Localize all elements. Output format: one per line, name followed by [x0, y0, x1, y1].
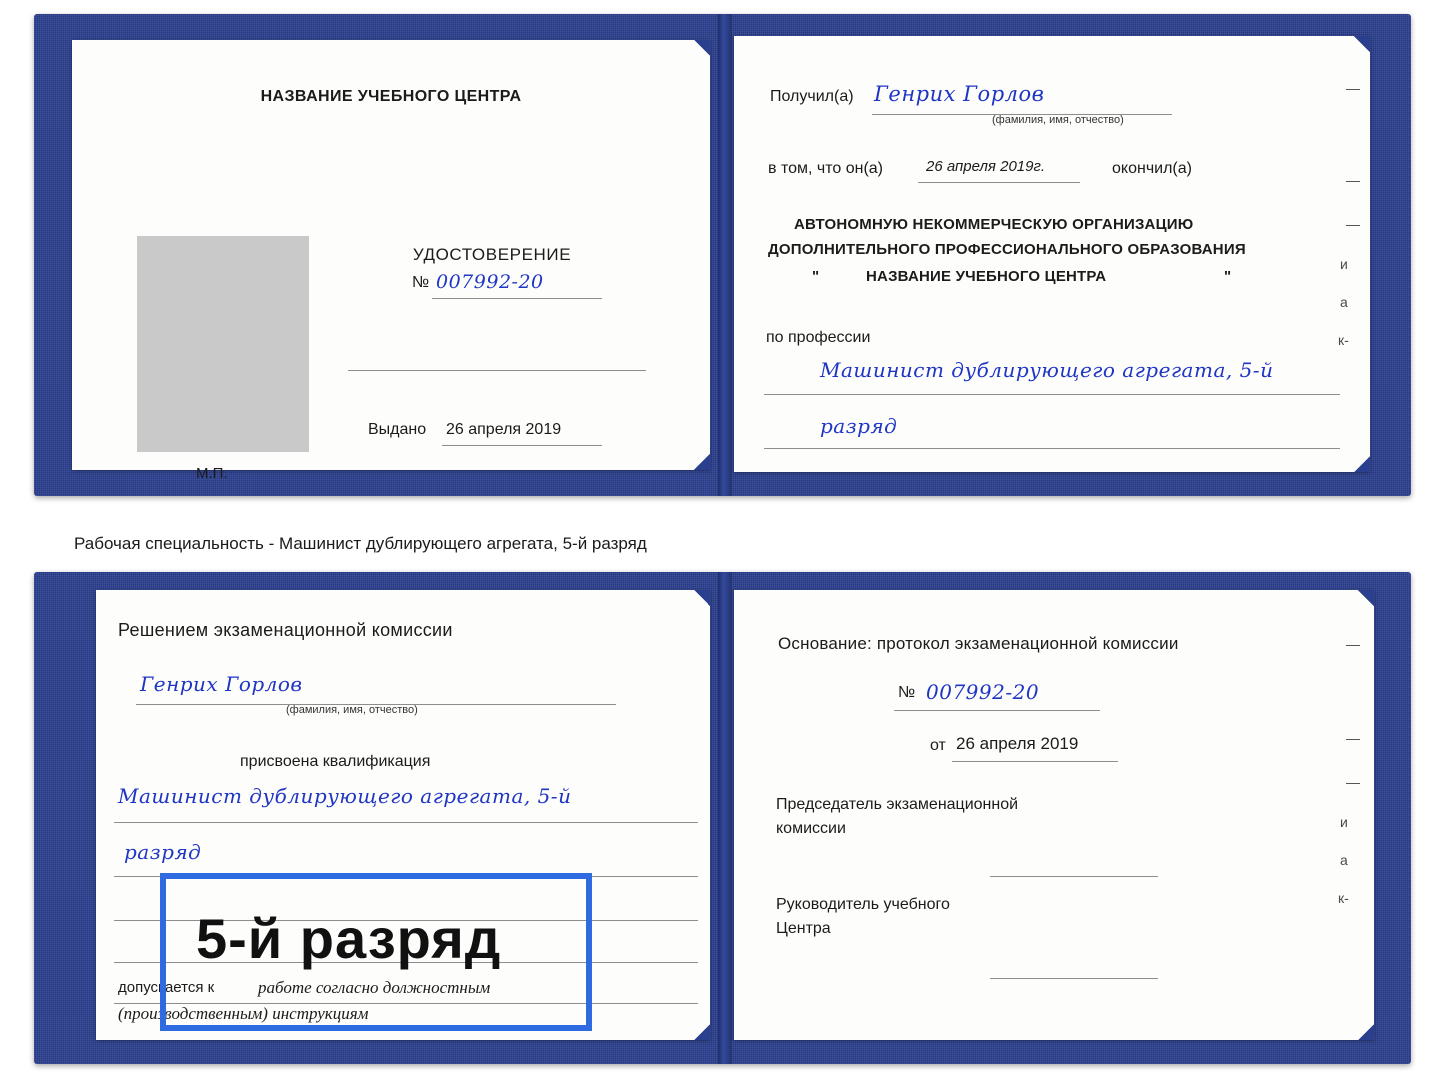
student-name: Генрих Горлов — [140, 672, 303, 696]
page-corner-icon — [1354, 456, 1370, 472]
profession-value-line1: Машинист дублирующего агрегата, 5-й — [820, 358, 1274, 382]
protocol-date-rule — [952, 761, 1118, 762]
certificate-title: УДОСТОВЕРЕНИЕ — [412, 245, 572, 264]
edge-letter: а — [1340, 852, 1348, 868]
organization-line1: АВТОНОМНУЮ НЕКОММЕРЧЕСКУЮ ОРГАНИЗАЦИЮ — [794, 216, 1194, 233]
number-rule — [432, 298, 602, 299]
highlight-label: 5-й разряд — [196, 907, 502, 970]
organization-line2: ДОПОЛНИТЕЛЬНОГО ПРОФЕССИОНАЛЬНОГО ОБРАЗОВАНИЯ — [768, 241, 1246, 258]
certificate-number: 007992-20 — [436, 271, 544, 293]
training-center-name: НАЗВАНИЕ УЧЕБНОГО ЦЕНТРА — [260, 88, 522, 105]
finish-date: 26 апреля 2019г. — [926, 158, 1046, 175]
profession-value-line2: разряд — [820, 414, 898, 438]
edge-letter: к- — [1338, 332, 1349, 348]
edge-mark: — — [1346, 774, 1360, 790]
that-he-label: в том, что он(а) — [768, 160, 883, 177]
top-certificate-book — [34, 14, 1411, 496]
page-corner-icon — [1354, 36, 1370, 52]
issued-date: 26 апреля 2019 — [446, 421, 562, 438]
edge-mark: — — [1346, 636, 1360, 652]
profession-rule-2 — [764, 448, 1340, 449]
organization-quote-open: " — [812, 268, 820, 285]
edge-mark: — — [1346, 216, 1360, 232]
page-corner-icon — [694, 40, 710, 56]
page-corner-icon — [694, 1024, 710, 1040]
protocol-date-value: 26 апреля 2019 — [956, 734, 1079, 753]
organization-quote-close: " — [1224, 268, 1232, 285]
student-name-hint: (фамилия, имя, отчество) — [286, 704, 418, 716]
qualification-rule-1 — [114, 822, 698, 823]
page-corner-icon — [1358, 1024, 1374, 1040]
chairman-signature-rule — [990, 876, 1158, 877]
profession-label: по профессии — [766, 329, 871, 346]
organization-line3: НАЗВАНИЕ УЧЕБНОГО ЦЕНТРА — [866, 268, 1107, 285]
basis-label: Основание: протокол экзаменационной комиссии — [778, 634, 1179, 653]
head-label-line1: Руководитель учебного — [776, 896, 950, 913]
edge-letter: и — [1340, 256, 1348, 272]
admitted-value-line2: (производственным) инструкциям — [118, 1004, 369, 1023]
protocol-date-label: от — [930, 737, 946, 754]
edge-letter: к- — [1338, 890, 1349, 906]
qualification-value-line1: Машинист дублирующего агрегата, 5-й — [118, 784, 572, 808]
edge-mark: — — [1346, 730, 1360, 746]
profession-rule-1 — [764, 394, 1340, 395]
edge-mark: — — [1346, 80, 1360, 96]
blank-rule — [348, 370, 646, 371]
book-spine — [718, 572, 732, 1064]
protocol-number-value: 007992-20 — [926, 680, 1040, 704]
head-signature-rule — [990, 978, 1158, 979]
protocol-number-rule — [894, 710, 1100, 711]
page-caption: Рабочая специальность - Машинист дублирующего агрегата, 5-й разряд — [74, 534, 647, 553]
stamp-label: М.П. — [196, 465, 228, 482]
page-corner-icon — [694, 590, 710, 606]
received-hint: (фамилия, имя, отчество) — [992, 114, 1124, 126]
bottom-right-page — [734, 590, 1374, 1040]
chairman-label-line1: Председатель экзаменационной — [776, 796, 1019, 813]
finished-label: окончил(а) — [1112, 160, 1192, 177]
qualification-label: присвоена квалификация — [240, 753, 431, 770]
edge-mark: — — [1346, 172, 1360, 188]
received-name: Генрих Горлов — [874, 82, 1045, 106]
admitted-label: допускается к — [118, 979, 215, 996]
top-right-page — [734, 36, 1370, 472]
book-spine — [718, 14, 732, 496]
admitted-value-line1: работе согласно должностным — [258, 978, 491, 997]
page-corner-icon — [694, 454, 710, 470]
photo-placeholder — [137, 236, 309, 452]
finish-date-rule — [918, 182, 1080, 183]
decision-title: Решением экзаменационной комиссии — [118, 620, 453, 640]
issued-label: Выдано — [368, 421, 427, 438]
issued-rule — [442, 445, 602, 446]
edge-letter: и — [1340, 814, 1348, 830]
top-left-page — [72, 40, 710, 482]
number-symbol: № — [412, 274, 430, 291]
received-label: Получил(а) — [770, 88, 854, 105]
head-label-line2: Центра — [776, 920, 831, 937]
qualification-value-line2: разряд — [124, 840, 202, 864]
chairman-label-line2: комиссии — [776, 820, 846, 837]
page-corner-icon — [1358, 590, 1374, 606]
edge-letter: а — [1340, 294, 1348, 310]
protocol-number-symbol: № — [898, 684, 916, 701]
